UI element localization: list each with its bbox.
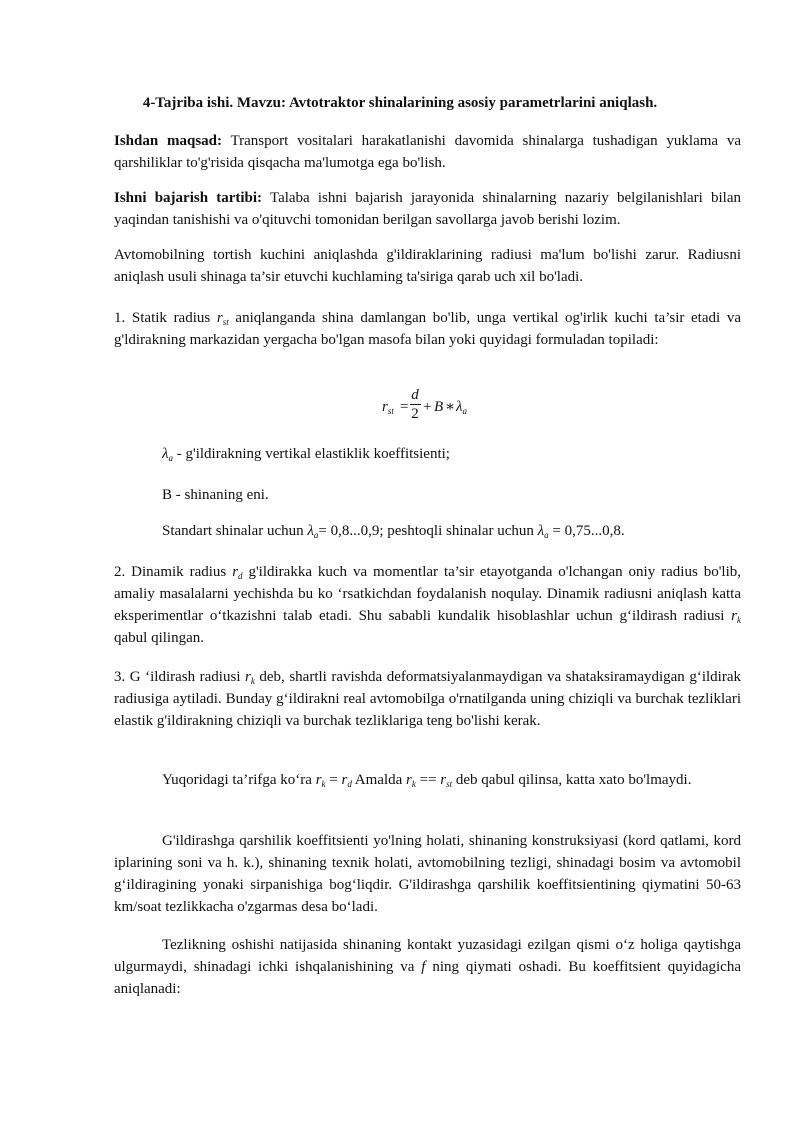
order-label: Ishni bajarish tartibi:: [114, 190, 263, 206]
order-paragraph: [114, 187, 741, 231]
subscript-st: st: [222, 317, 229, 327]
resistance-paragraph: G'ildirashga qarshilik koeffitsienti yo'lning holati, shinaning konstruksiyasi (kord qatlami, kord iplarining soni va h. k.), shinaning texnik holati, avtomobilning tezligi, shinadagi bosim va avtomobil g‘ildiragining yonaki sirpanishiga bog‘liqdir. G'ildirashga qarshilik koeffitsientining qiymatini 50-63 km/soat tezlikkacha o'zgarmas desa bo‘ladi.: [114, 833, 741, 915]
accepted-paragraph: Yuqoridagi ta’rifga ko‘ra $r_k = r_d$ Amalda $r_k == r_{st}$ deb qabul qilinsa, katta xato bo'lmaydi.: [162, 772, 692, 789]
static-radius-formula: [382, 384, 502, 430]
intro-paragraph: Avtomobilning tortish kuchini aniqlashda g'ildiraklarining radiusi ma'lum bo'lishi zarur. Radiusni aniqlash usuli shinaga ta’sir etuvchi kuchlaming ta'siriga qarab uch xil bo'ladi.: [114, 247, 741, 285]
goal-label: Ishdan maqsad:: [114, 133, 222, 149]
formula-lambda: $\lambda_a$: [456, 399, 467, 416]
formula-times: ∗: [445, 399, 456, 415]
order-text: Talaba ishni bajarish jarayonida shinalarning nazariy belgilanishlari bilan yaqindan tanishishi va o'qituvchi tomonidan berilgan savollarga javob berishi lozim.: [114, 190, 741, 228]
item1-text-b: aniqlanganda shina damlangan bo'lib, unga vertikal og'irlik kuchi ta’sir etadi va g'ldirakning markazidan yergacha bo'lgan masofa bilan yoki quyidagi formuladan topiladi:: [114, 310, 741, 348]
b-definition: B - shinaning eni.: [162, 487, 269, 503]
symbol-r: r: [216, 310, 223, 326]
page-title: 4-Tajriba ishi. Mavzu: Avtotraktor shinalarining asosiy parametrlarini aniqlash.: [142, 95, 658, 111]
formula-plus: +: [423, 399, 432, 415]
formula-eq: =: [400, 399, 409, 415]
item3-paragraph: 3. G ‘ildirash radiusi $r_k$ deb, shartli ravishda deformatsiyalanmaydigan va shataksiramaydigan g‘ildirak radiusiga aytiladi. Bunday g‘ildirakni real avtomobilga o'rnatilganda uning chiziqli va burchak tezliklari elastik g'ildirakning chiziqli va burchak tezliklariga teng bo'lishi kerak.: [114, 669, 741, 729]
item2-paragraph: 2. Dinamik radius $r_d$ g'ildirakka kuch va momentlar ta’sir etayotganda o'lchangan oniy radius bo'lib, amaliy masalalarni yechishda bu ko ‘rsatkichdan foydalanish noqulay. Dinamik radiusni aniqlash katta eksperimentlar o‘tkazishni talab etadi. Shu sababli kundalik hisoblashlar uchun g‘ildirash radiusi $r_k$ qabul qilingan.: [114, 564, 742, 646]
goal-paragraph: [114, 130, 741, 174]
formula-b: B: [434, 399, 444, 415]
speed-paragraph: Tezlikning oshishi natijasida shinaning kontakt yuzasidagi ezilgan qismi o‘z holiga qaytishga ulgurmaydi, shinadagi ichki ishqalanishining va f ning qiymati oshadi. Bu koeffitsient quyidagicha aniqlanadi:: [114, 937, 741, 997]
lambda-definition: $\lambda_a$ - g'ildirakning vertikal elastiklik koeffitsienti;: [162, 446, 450, 463]
formula-fraction: d 2: [411, 387, 419, 422]
formula-lhs: $r_{st}$: [382, 399, 394, 416]
item1-paragraph: [114, 307, 741, 351]
goal-text: Transport vositalari harakatlanishi davomida shinalarga tushadigan yuklama va qarshiliklar to'g'risida qisqacha ma'lumotga ega bo'lish.: [114, 133, 741, 171]
standard-values: Standart shinalar uchun $\lambda_a= 0,8...0,9$; peshtoqli shinalar uchun $\lambda_a = 0,75...0,8$.: [162, 523, 625, 540]
item1-text-a: 1. Statik radius: [114, 310, 217, 326]
